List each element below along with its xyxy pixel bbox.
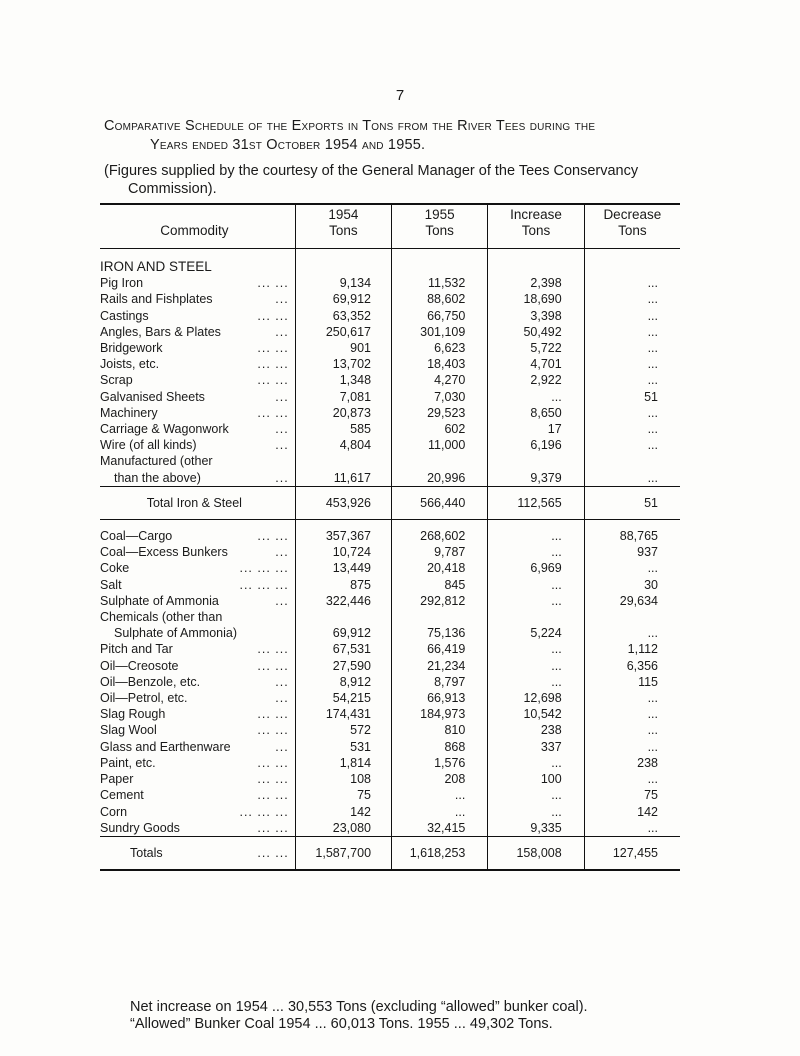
table-row (100, 470, 680, 487)
title-line-1: Comparative Schedule of the Exports in Tons from the River Tees during the (104, 118, 596, 134)
cell-1955: 301,109 (392, 324, 488, 340)
cell-increase: 100 (488, 771, 584, 787)
cell-1955: 7,030 (392, 389, 488, 405)
commodity-cell (100, 437, 295, 453)
cell-decrease: ... (584, 308, 680, 324)
cell-decrease: ... (584, 356, 680, 372)
leader-dots: ... (275, 739, 289, 754)
leader-dots: ... (275, 389, 289, 404)
cell-1954: 322,446 (295, 593, 391, 609)
commodity-name: Sulphate of Ammonia) (114, 626, 237, 641)
leader-dots: ... (275, 545, 289, 560)
cell-decrease: 51 (584, 389, 680, 405)
commodity-name: Carriage & Wagonwork (100, 422, 229, 437)
commodity-cell (100, 690, 295, 706)
leader-dots: ... ... (257, 707, 289, 722)
commodity-cell (100, 722, 295, 738)
leader-dots: ... ... ... (239, 804, 289, 819)
cell-1954: 9,134 (295, 275, 391, 291)
leader-dots: ... ... (257, 845, 289, 860)
cell-increase: ... (488, 544, 584, 560)
cell-1955: 845 (392, 577, 488, 593)
cell-1954: 67,531 (295, 641, 391, 657)
leader-dots: ... (275, 674, 289, 689)
commodity-name: than the above) (114, 470, 201, 485)
cell-increase: 18,690 (488, 291, 584, 307)
commodity-cell (100, 356, 295, 372)
cell-decrease: ... (584, 820, 680, 837)
cell-increase: 2,922 (488, 372, 584, 388)
cell-1954: 572 (295, 722, 391, 738)
table-row (100, 560, 680, 576)
cell-increase: ... (488, 593, 584, 609)
table-row (100, 739, 680, 755)
cell-1955: 11,000 (392, 437, 488, 453)
table-row (100, 291, 680, 307)
header-1954: 1954 Tons (295, 204, 391, 249)
leader-dots: ... ... (257, 529, 289, 544)
leader-dots: ... ... (257, 820, 289, 835)
commodity-name: Pig Iron (100, 276, 144, 291)
cell-1954: 10,724 (295, 544, 391, 560)
cell-increase: ... (488, 674, 584, 690)
cell-increase: 6,969 (488, 560, 584, 576)
cell-decrease: 937 (584, 544, 680, 560)
table-row (100, 308, 680, 324)
leader-dots: ... ... (257, 772, 289, 787)
cell-1955: 6,623 (392, 340, 488, 356)
cell-1954: 531 (295, 739, 391, 755)
commodity-name: Coal—Cargo (100, 529, 173, 544)
leader-dots: ... ... (257, 276, 289, 291)
leader-dots: ... (275, 593, 289, 608)
cell-increase: ... (488, 528, 584, 544)
commodity-name: Castings (100, 308, 149, 323)
cell-decrease: ... (584, 324, 680, 340)
cell-increase: 10,542 (488, 706, 584, 722)
cell-decrease: 238 (584, 755, 680, 771)
commodity-name: Sulphate of Ammonia (100, 593, 219, 608)
cell-1954: 13,449 (295, 560, 391, 576)
commodity-cell (100, 804, 295, 820)
commodity-cell (100, 421, 295, 437)
cell-decrease: ... (584, 560, 680, 576)
cell-1955: 20,418 (392, 560, 488, 576)
table-row (100, 690, 680, 706)
title-line-2: Years ended 31st October 1954 and 1955. (150, 137, 426, 153)
leader-dots: ... (275, 691, 289, 706)
cell-decrease: ... (584, 340, 680, 356)
total-iron-row (100, 486, 680, 519)
cell-1954: 11,617 (295, 470, 391, 487)
cell-1954: 108 (295, 771, 391, 787)
commodity-cell (100, 674, 295, 690)
commodity-cell (100, 706, 295, 722)
cell-increase: 9,335 (488, 820, 584, 837)
cell-decrease: ... (584, 372, 680, 388)
cell-1955: ... (392, 804, 488, 820)
commodity-cell (100, 820, 295, 837)
table-row (100, 609, 680, 625)
cell-decrease: 127,455 (584, 836, 680, 870)
leader-dots: ... ... (257, 405, 289, 420)
cell-increase: ... (488, 577, 584, 593)
leader-dots: ... ... (257, 788, 289, 803)
table-row (100, 340, 680, 356)
cell-decrease: ... (584, 291, 680, 307)
table-row (100, 544, 680, 560)
commodity-name: Chemicals (other than (100, 610, 223, 625)
cell-decrease: 75 (584, 787, 680, 803)
leader-dots: ... ... (257, 642, 289, 657)
leader-dots: ... (275, 422, 289, 437)
table-row (100, 324, 680, 340)
page-title (104, 117, 724, 155)
header-1955: 1955 Tons (392, 204, 488, 249)
cell-increase: 158,008 (488, 836, 584, 870)
cell-decrease: 51 (584, 486, 680, 519)
commodity-name: Joists, etc. (100, 357, 160, 372)
commodity-cell (100, 658, 295, 674)
cell-decrease: ... (584, 706, 680, 722)
header-increase: Increase Tons (488, 204, 584, 249)
commodity-cell (100, 577, 295, 593)
cell-1955: 21,234 (392, 658, 488, 674)
footer-allowed-bunker: “Allowed” Bunker Coal 1954 ... 60,013 Tons. 1955 ... 49,302 Tons. (130, 1016, 553, 1032)
cell-1954: 75 (295, 787, 391, 803)
cell-1955: 66,750 (392, 308, 488, 324)
cell-decrease: ... (584, 625, 680, 641)
table-row (100, 453, 680, 469)
page-number: 7 (395, 87, 405, 104)
commodity-name: Paper (100, 772, 134, 787)
cell-1954: 174,431 (295, 706, 391, 722)
commodity-name: Oil—Creosote (100, 658, 179, 673)
cell-increase: ... (488, 658, 584, 674)
totals-row (100, 836, 680, 870)
cell-decrease: ... (584, 470, 680, 487)
table-row (100, 577, 680, 593)
section-row (100, 249, 680, 276)
cell-increase: 12,698 (488, 690, 584, 706)
leader-dots: ... ... (257, 357, 289, 372)
cell-1954: 875 (295, 577, 391, 593)
commodity-name: Coal—Excess Bunkers (100, 545, 228, 560)
leader-dots: ... ... ... (239, 561, 289, 576)
cell-increase: 238 (488, 722, 584, 738)
table-row (100, 641, 680, 657)
cell-1954: 69,912 (295, 291, 391, 307)
cell-decrease: 29,634 (584, 593, 680, 609)
cell-1954: 27,590 (295, 658, 391, 674)
source-note (104, 162, 724, 198)
commodity-name: Glass and Earthenware (100, 739, 231, 754)
commodity-cell (100, 625, 295, 641)
leader-dots: ... ... (257, 308, 289, 323)
cell-1955: 268,602 (392, 528, 488, 544)
cell-1955: 29,523 (392, 405, 488, 421)
cell-increase: 17 (488, 421, 584, 437)
header-decrease: Decrease Tons (584, 204, 680, 249)
table-row (100, 804, 680, 820)
cell-increase: 6,196 (488, 437, 584, 453)
commodity-cell (100, 593, 295, 609)
cell-decrease: ... (584, 275, 680, 291)
cell-1954: 20,873 (295, 405, 391, 421)
table-row (100, 356, 680, 372)
cell-increase: 9,379 (488, 470, 584, 487)
table-row (100, 421, 680, 437)
totals-label: Totals (130, 845, 163, 860)
cell-increase: ... (488, 641, 584, 657)
cell-increase: 337 (488, 739, 584, 755)
commodity-name: Manufactured (other (100, 454, 213, 469)
cell-1955: 32,415 (392, 820, 488, 837)
table-header-row (100, 204, 680, 249)
cell-1955: 88,602 (392, 291, 488, 307)
cell-1954: 63,352 (295, 308, 391, 324)
cell-increase: ... (488, 389, 584, 405)
cell-1954: 250,617 (295, 324, 391, 340)
cell-1954: 585 (295, 421, 391, 437)
cell-1954: 357,367 (295, 528, 391, 544)
cell-decrease: ... (584, 437, 680, 453)
cell-decrease: ... (584, 421, 680, 437)
commodity-name: Salt (100, 577, 122, 592)
leader-dots: ... ... ... (239, 577, 289, 592)
cell-1955: 66,913 (392, 690, 488, 706)
commodity-name: Paint, etc. (100, 755, 156, 770)
commodity-cell (100, 275, 295, 291)
commodity-cell (100, 308, 295, 324)
exports-table (100, 203, 680, 871)
cell-increase: 4,701 (488, 356, 584, 372)
cell-1954: 7,081 (295, 389, 391, 405)
cell-1955: 602 (392, 421, 488, 437)
table-row (100, 706, 680, 722)
cell-decrease: 88,765 (584, 528, 680, 544)
table-row (100, 722, 680, 738)
cell-decrease: ... (584, 690, 680, 706)
commodity-name: Angles, Bars & Plates (100, 324, 221, 339)
leader-dots: ... ... (257, 373, 289, 388)
leader-dots: ... ... (257, 755, 289, 770)
cell-1954: 1,587,700 (295, 836, 391, 870)
commodity-cell (100, 641, 295, 657)
cell-decrease: 115 (584, 674, 680, 690)
header-commodity: Commodity (160, 223, 229, 238)
cell-1955: 4,270 (392, 372, 488, 388)
cell-1955: 566,440 (392, 486, 488, 519)
table-row (100, 625, 680, 641)
commodity-name: Galvanised Sheets (100, 389, 205, 404)
table-row (100, 674, 680, 690)
cell-1955: 868 (392, 739, 488, 755)
cell-1955: 1,618,253 (392, 836, 488, 870)
commodity-cell (100, 755, 295, 771)
commodity-cell (100, 544, 295, 560)
commodity-name: Rails and Fishplates (100, 292, 213, 307)
source-note-line-2: Commission). (128, 181, 217, 197)
cell-1955: 1,576 (392, 755, 488, 771)
cell-1954: 13,702 (295, 356, 391, 372)
leader-dots: ... (275, 292, 289, 307)
commodity-name: Corn (100, 804, 128, 819)
cell-increase: 2,398 (488, 275, 584, 291)
commodity-cell (100, 291, 295, 307)
commodity-cell (100, 340, 295, 356)
table-row (100, 787, 680, 803)
table-row (100, 593, 680, 609)
cell-1955: 66,419 (392, 641, 488, 657)
commodity-name: Slag Wool (100, 723, 157, 738)
cell-decrease: 6,356 (584, 658, 680, 674)
table-row (100, 275, 680, 291)
commodity-name: Slag Rough (100, 707, 166, 722)
cell-increase: ... (488, 787, 584, 803)
cell-1955: 11,532 (392, 275, 488, 291)
commodity-name: Scrap (100, 373, 133, 388)
spacer-row (100, 520, 680, 529)
commodity-cell (100, 787, 295, 803)
cell-1955: 292,812 (392, 593, 488, 609)
commodity-name: Oil—Petrol, etc. (100, 691, 188, 706)
section-iron-steel: IRON AND STEEL (100, 259, 212, 274)
cell-increase: 5,224 (488, 625, 584, 641)
table-row (100, 755, 680, 771)
footer-notes (130, 999, 730, 1033)
cell-increase: 112,565 (488, 486, 584, 519)
cell-1954: 8,912 (295, 674, 391, 690)
table-row (100, 389, 680, 405)
source-note-line-1: (Figures supplied by the courtesy of the General Manager of the Tees Conservancy (104, 163, 639, 179)
cell-decrease: 1,112 (584, 641, 680, 657)
cell-1954: 4,804 (295, 437, 391, 453)
cell-1955: 20,996 (392, 470, 488, 487)
total-iron-label: Total Iron & Steel (146, 495, 242, 510)
commodity-name: Sundry Goods (100, 820, 180, 835)
commodity-name: Cement (100, 788, 144, 803)
commodity-cell (100, 324, 295, 340)
cell-1955: 75,136 (392, 625, 488, 641)
cell-increase: 5,722 (488, 340, 584, 356)
cell-decrease: 142 (584, 804, 680, 820)
cell-1955: 184,973 (392, 706, 488, 722)
table-row (100, 528, 680, 544)
commodity-cell (100, 739, 295, 755)
commodity-cell (100, 372, 295, 388)
cell-1955: 8,797 (392, 674, 488, 690)
commodity-name: Wire (of all kinds) (100, 438, 197, 453)
table-row (100, 372, 680, 388)
commodity-cell (100, 470, 295, 487)
table-row (100, 771, 680, 787)
commodity-cell (100, 528, 295, 544)
commodity-cell (100, 405, 295, 421)
leader-dots: ... (275, 438, 289, 453)
cell-increase: 3,398 (488, 308, 584, 324)
cell-decrease: ... (584, 739, 680, 755)
commodity-name: Machinery (100, 405, 158, 420)
commodity-cell (100, 771, 295, 787)
cell-1955: ... (392, 787, 488, 803)
cell-decrease: ... (584, 771, 680, 787)
commodity-name: Oil—Benzole, etc. (100, 674, 201, 689)
leader-dots: ... ... (257, 723, 289, 738)
leader-dots: ... (275, 470, 289, 485)
cell-1955: 18,403 (392, 356, 488, 372)
cell-1955: 9,787 (392, 544, 488, 560)
cell-1955: 208 (392, 771, 488, 787)
table-row (100, 437, 680, 453)
cell-increase: ... (488, 755, 584, 771)
commodity-cell (100, 836, 295, 870)
footer-net-increase: Net increase on 1954 ... 30,553 Tons (excluding “allowed” bunker coal). (130, 999, 588, 1015)
commodity-cell (100, 389, 295, 405)
cell-1954: 901 (295, 340, 391, 356)
cell-1954: 1,348 (295, 372, 391, 388)
cell-decrease: 30 (584, 577, 680, 593)
leader-dots: ... ... (257, 658, 289, 673)
cell-1954: 453,926 (295, 486, 391, 519)
cell-decrease: ... (584, 405, 680, 421)
table-row (100, 658, 680, 674)
table-row (100, 820, 680, 837)
cell-increase: 50,492 (488, 324, 584, 340)
commodity-name: Bridgework (100, 341, 163, 356)
commodity-name: Pitch and Tar (100, 642, 173, 657)
table-row (100, 405, 680, 421)
commodity-cell (100, 560, 295, 576)
cell-increase: ... (488, 804, 584, 820)
cell-decrease: ... (584, 722, 680, 738)
leader-dots: ... ... (257, 341, 289, 356)
cell-1954: 142 (295, 804, 391, 820)
cell-1954: 54,215 (295, 690, 391, 706)
commodity-name: Coke (100, 561, 130, 576)
leader-dots: ... (275, 324, 289, 339)
cell-1954: 1,814 (295, 755, 391, 771)
cell-increase: 8,650 (488, 405, 584, 421)
cell-1954: 23,080 (295, 820, 391, 837)
cell-1955: 810 (392, 722, 488, 738)
cell-1954: 69,912 (295, 625, 391, 641)
